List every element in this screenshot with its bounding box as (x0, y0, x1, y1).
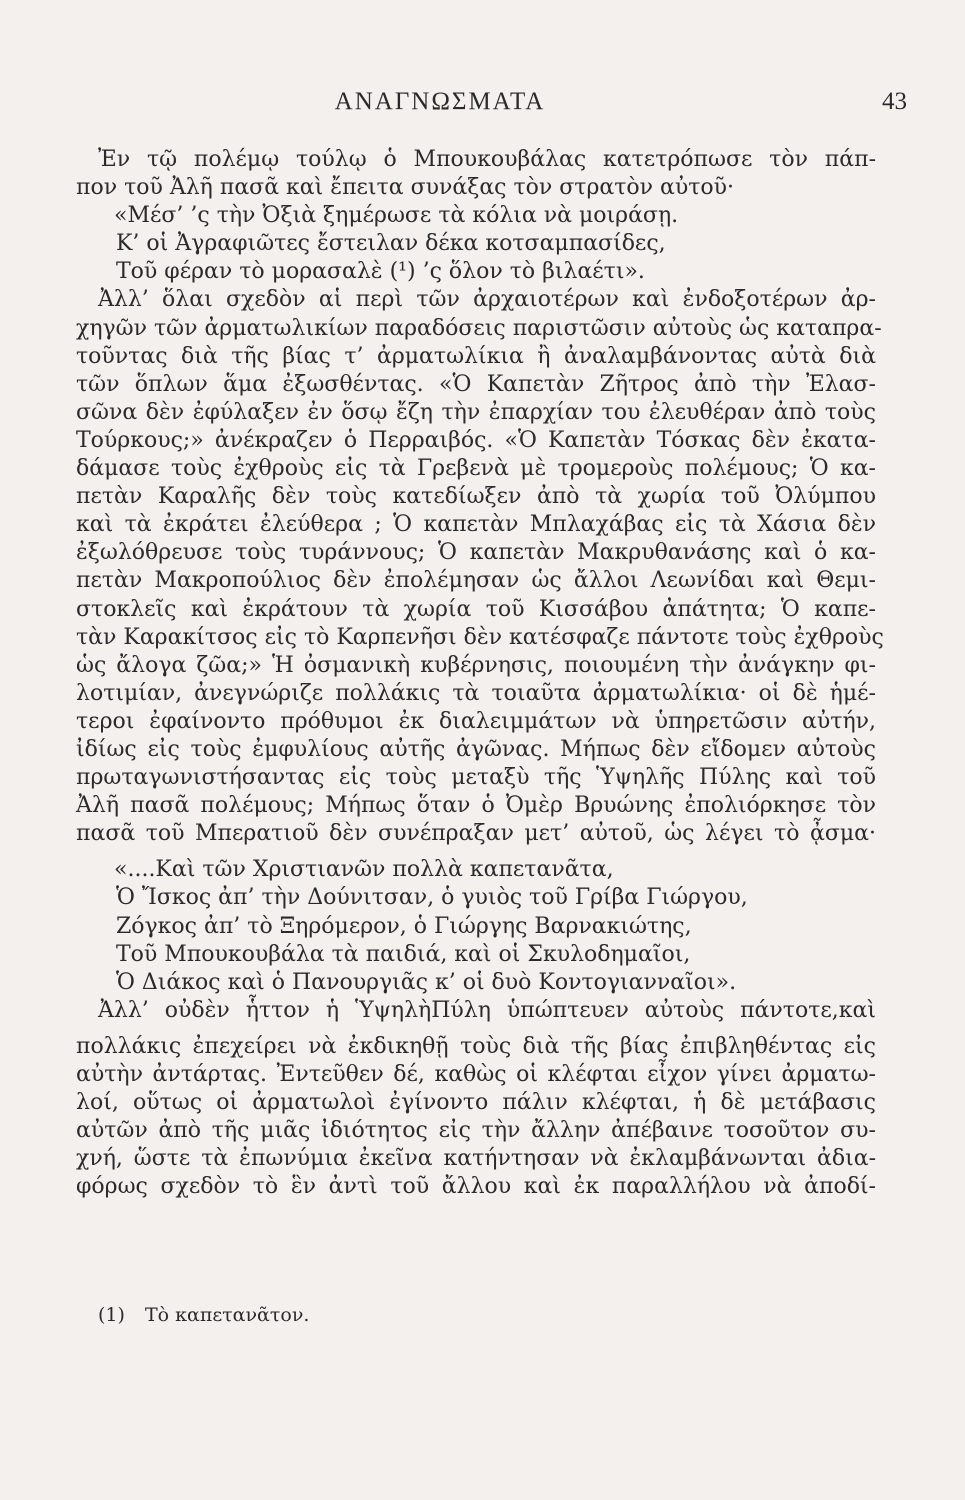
text-line: Ἀλλ’ οὐδὲν ἧττον ἡ ὙψηλὴΠύλη ὑπώπτευεν αὐτοὺς πάντοτε,καὶ (98, 997, 876, 1023)
text-line: πετὰν Καραλῆς δὲν τοὺς κατεδίωξεν ἀπὸ τὰ χωρία τοῦ Ὀλύμπου (76, 484, 876, 510)
text-line: τῶν ὅπλων ἅμα ἐξωσθέντας. «Ὁ Καπετὰν Ζῆτρος ἀπὸ τὴν Ἐλασ- (76, 371, 876, 397)
text-line: ἐξωλόθρευσε τοὺς τυράννους; Ὁ καπετὰν Μακρυθανάσης καὶ ὁ κα- (76, 540, 876, 566)
main-text (76, 146, 884, 1201)
verse-quote-1 (76, 202, 876, 286)
footnote-mark: (1) (98, 1304, 125, 1326)
text-line: Ἐν τῷ πολέμῳ τούλῳ ὁ Μπουκουβάλας κατετρόπωσε τὸν πάπ- (98, 147, 876, 172)
text-line: τὰν Καρακίτσος εἰς τὸ Καρπενῆσι δὲν κατέσφαζε πάντοτε τοὺς ἐχθροὺς (76, 624, 884, 650)
text-line: χνή, ὥστε τὰ ἐπωνύμια ἐκεῖνα κατήντησαν νὰ ἐκλαμβάνωνται ἀδια- (76, 1146, 876, 1172)
text-line: καὶ τὰ ἐκράτει ἐλεύθερα ; Ὁ καπετὰν Μπλαχάβας εἰς τὰ Χάσια δὲν (76, 512, 876, 538)
text-line: πολλάκις ἐπεχείρει νὰ ἐκδικηθῇ τοὺς διὰ τῆς βίας ἐπιβληθέντας εἰς (76, 1033, 876, 1059)
verse-line: «Μέσ’ ’ς τὴν Ὀξιὰ ξημέρωσε τὰ κόλια νὰ μοιράσῃ. (114, 203, 679, 229)
text-line: ὡς ἄλογα ζῶα;» Ἡ ὀσμανικὴ κυβέρνησις, ποιουμένη τὴν ἀνάγκην φι- (76, 652, 876, 678)
text-line: πον τοῦ Ἀλῆ πασᾶ καὶ ἔπειτα συνάξας τὸν στρατὸν αὐτοῦ· (76, 175, 735, 201)
footnote-text: Τὸ καπετανᾶτον. (144, 1304, 310, 1326)
text-line: ἰδίως εἰς τοὺς ἐμφυλίους αὐτῆς ἀγῶνας. Μήπως δὲν εἴδομεν αὐτοὺς (76, 736, 876, 762)
verse-line: Τοῦ Μπουκουβάλα τὰ παιδιά, καὶ οἱ Σκυλοδημαῖοι, (116, 941, 691, 967)
text-line: χηγῶν τῶν ἀρματωλικίων παραδόσεις παριστῶσιν αὐτοὺς ὡς καταπρα- (76, 315, 882, 341)
verse-line: «....Καὶ τῶν Χριστιανῶν πολλὰ καπετανᾶτα, (114, 857, 614, 883)
text-line: δάμασε τοὺς ἐχθροὺς εἰς τὰ Γρεβενὰ μὲ τρομεροὺς πολέμους; Ὁ κα- (76, 456, 876, 482)
text-line: τοῦντας διὰ τῆς βίας τ’ ἀρματωλίκια ἢ ἀναλαμβάνοντας αὐτὰ διὰ (76, 343, 876, 369)
page-number: 43 (882, 88, 907, 115)
text-line: αὐτὴν ἀντάρτας. Ἐντεῦθεν δέ, καθὼς οἱ κλέφται εἶχον γίνει ἀρματω- (76, 1062, 876, 1087)
text-line: λοί, οὕτως οἱ ἀρματωλοὶ ἐγίνοντο πάλιν κλέφται, ἡ δὲ μετάβασις (76, 1090, 876, 1116)
text-line: πετὰν Μακροπούλιος δὲν ἐπολέμησαν ὡς ἄλλοι Λεωνίδαι καὶ Θεμι- (76, 568, 876, 594)
verse-quote-2 (76, 856, 876, 996)
verse-line: Ὁ Ἴσκος ἀπ’ τὴν Δούνιτσαν, ὁ γυιὸς τοῦ Γρίβα Γιώργου, (116, 885, 748, 911)
verse-line: Κ’ οἱ Ἀγραφιῶτες ἔστειλαν δέκα κοτσαμπασίδες, (116, 231, 666, 257)
text-line: Ἀλῆ πασᾶ πολέμους; Μήπως ὅταν ὁ Ὀμὲρ Βρυώνης ἐπολιόρκησε τὸν (76, 793, 876, 819)
verse-line: Ζόγκος ἀπ’ τὸ Ξηρόμερον, ὁ Γιώργης Βαρνακιώτης, (116, 913, 692, 939)
text-line: πασᾶ τοῦ Μπερατιοῦ δὲν συνέπραξαν μετ’ αὐτοῦ, ὡς λέγει τὸ ᾆσμα· (76, 821, 876, 847)
paragraph-2 (76, 286, 884, 848)
paragraph-3 (76, 997, 876, 1202)
verse-line: Ὁ Διάκος καὶ ὁ Πανουργιᾶς κ’ οἱ δυὸ Κοντογιανναῖοι». (116, 969, 737, 995)
spacer (76, 1025, 876, 1033)
spacer (76, 848, 876, 856)
running-header (0, 88, 965, 128)
verse-line: Τοῦ φέραν τὸ μορασαλὲ (¹) ’ς ὅλον τὸ βιλαέτι». (116, 259, 645, 285)
running-title: ΑΝΑΓΝΩΣΜΑΤΑ (334, 88, 546, 115)
footnote (98, 1304, 309, 1326)
text-line: σῶνα δὲν ἐφύλαξεν ἐν ὅσῳ ἔζη τὴν ἐπαρχίαν του ἐλευθέραν ἀπὸ τοὺς (76, 399, 876, 425)
text-line: φόρως σχεδὸν τὸ ἓν ἀντὶ τοῦ ἄλλου καὶ ἐκ παραλλήλου νὰ ἀποδί- (76, 1174, 876, 1200)
paragraph-1 (76, 146, 876, 202)
text-line: στοκλεῖς καὶ ἐκράτουν τὰ χωρία τοῦ Κισσάβου ἀπάτητα; Ὁ καπε- (76, 596, 876, 622)
text-line: Ἀλλ’ ὅλαι σχεδὸν αἱ περὶ τῶν ἀρχαιοτέρων καὶ ἐνδοξοτέρων ἀρ- (98, 287, 876, 313)
text-line: Τούρκους;» ἀνέκραζεν ὁ Περραιβός. «Ὁ Καπετὰν Τόσκας δὲν ἐκατα- (76, 427, 876, 453)
text-line: πρωταγωνιστήσαντας εἰς τοὺς μεταξὺ τῆς Ὑψηλῆς Πύλης καὶ τοῦ (76, 765, 876, 791)
text-line: τεροι ἐφαίνοντο πρόθυμοι ἐκ διαλειμμάτων νὰ ὑπηρετῶσιν αὐτήν, (76, 708, 876, 734)
text-line: λοτιμίαν, ἀνεγνώριζε πολλάκις τὰ τοιαῦτα ἀρματωλίκια· οἱ δὲ ἡμέ- (76, 680, 876, 706)
text-line: αὐτῶν ἀπὸ τῆς μιᾶς ἰδιότητος εἰς τὴν ἄλλην ἀπέβαινε τοσοῦτον συ- (76, 1118, 876, 1144)
